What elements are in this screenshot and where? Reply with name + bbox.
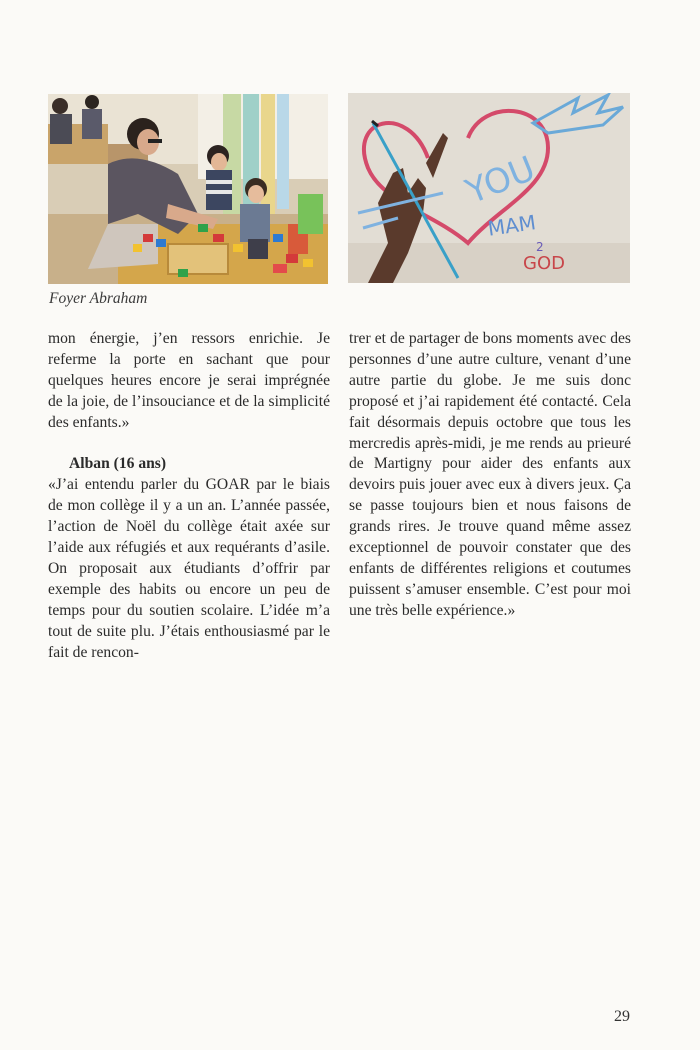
left-paragraph-1: mon énergie, j’en ressors enrichie. Je referme la porte en sachant que pour quelques heures encore je serai imprégnée de la joie, de l’insouciance et de la simplicité des enfants.» <box>48 330 330 431</box>
photo-drawing-image <box>348 93 630 283</box>
left-column <box>48 329 330 663</box>
right-column <box>349 329 631 622</box>
board-text-you: YOU <box>460 148 541 213</box>
page-number: 29 <box>614 1008 630 1025</box>
board-text-god: GOD <box>523 253 565 274</box>
left-paragraph-2: «J’ai entendu parler du GOAR par le biais de mon collège il y a un an. L’année passée, l’action de Noël du collège était axée sur l’aide aux réfugiés et aux requérants d’asile. On proposait aux étudiants d’offrir par exemple des habits ou encore un peu de temps pour du soutien scolaire. L’idée m’a tout de suite plu. J’étais enthousiasmé par le fait de rencon- <box>48 476 330 661</box>
section-heading: Alban (16 ans) <box>69 455 167 473</box>
right-paragraph-1: trer et de partager de bons moments avec des personnes d’une autre culture, venant d’une autre partie du globe. Je me suis donc proposé et j’ai rapidement été contacté. Cela fait désormais depuis octobre que tous les mercredis après-midi, je me rends au prieuré de Martigny pour aider des enfants aux devoirs puis jouer avec eux à divers jeux. Ça se passe toujours bien et nous faisons de grands rires. Je trouve quand même assez exceptionnel de pouvoir constater que des enfants de différentes religions et coutumes puissent s’amuser ensemble. C’est pour moi une très belle expérience.» <box>349 330 631 619</box>
board-text-mam: MAM <box>486 210 538 241</box>
photo-playroom <box>48 94 328 284</box>
photo-drawing <box>348 93 630 283</box>
board-text-two: 2 <box>536 240 544 254</box>
paragraph-spacer <box>48 434 330 455</box>
photo-playroom-image <box>48 94 328 284</box>
photo-caption: Foyer Abraham <box>49 290 148 307</box>
